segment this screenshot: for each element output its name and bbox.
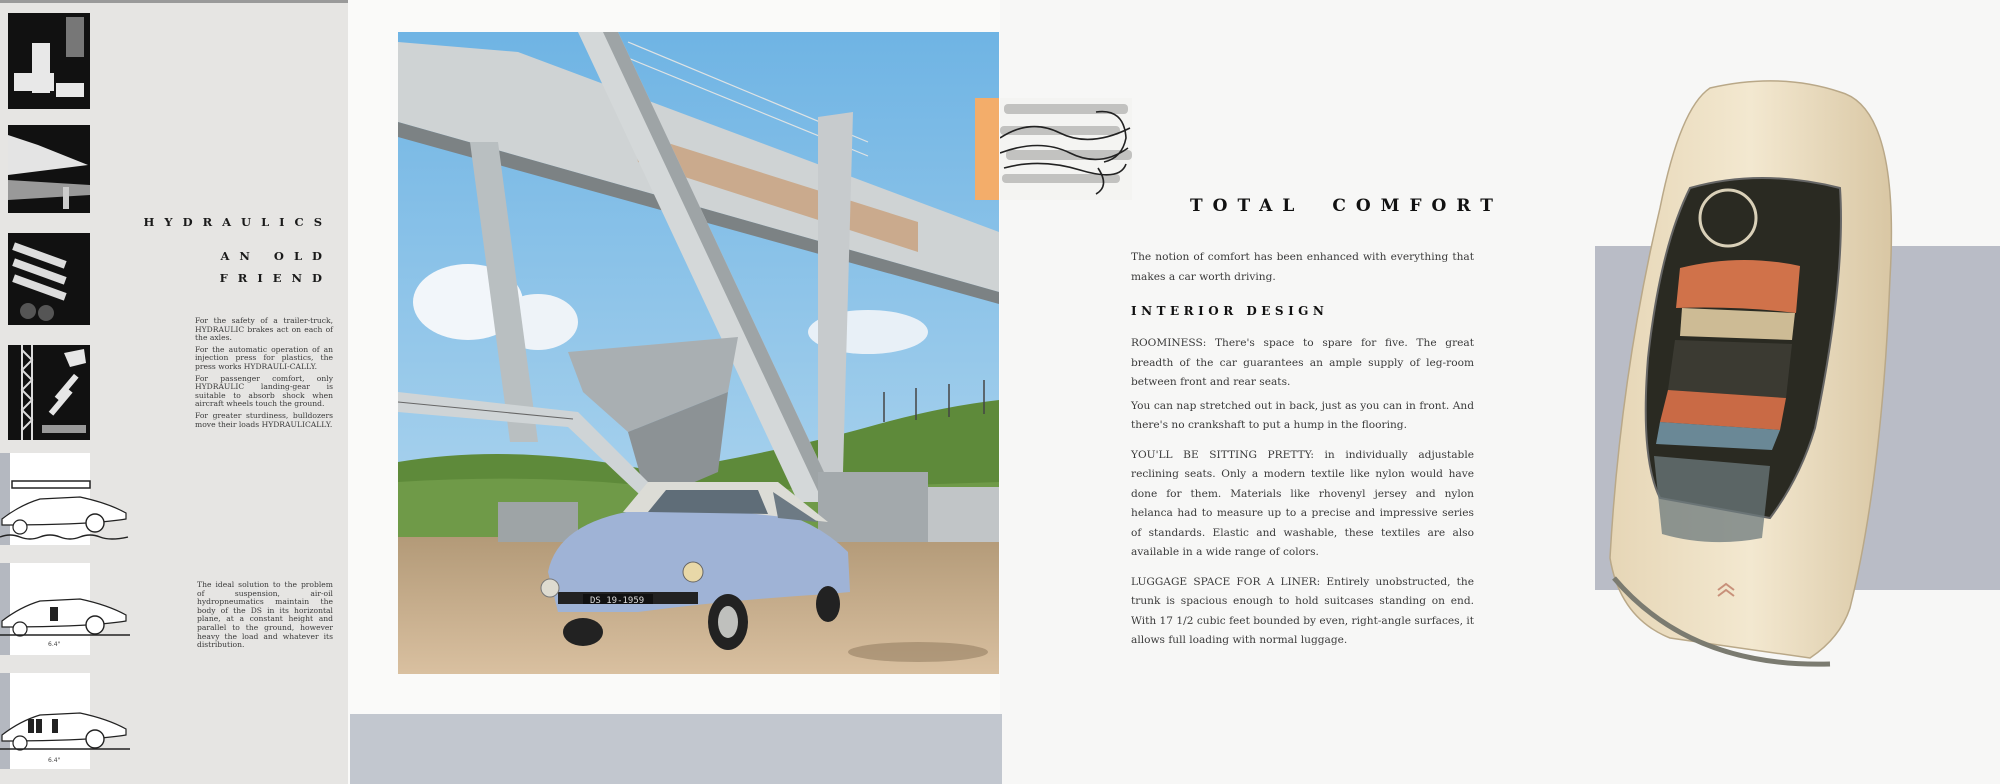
hydraulics-paragraph: For the safety of a trailer-truck, HYDRAULIC brakes act on each of the axles. <box>195 316 333 343</box>
illustration-convertible-top-view <box>1600 78 1960 688</box>
sketch-car-passengers <box>0 673 90 769</box>
photo-trailer-truck <box>8 233 90 325</box>
photo-press-operator <box>8 13 90 109</box>
photo-bulldozer <box>8 345 90 440</box>
sketch-caption: 6.4" <box>48 757 61 764</box>
hydraulics-paragraph: For greater sturdiness, bulldozers move their loads HYDRAULICALLY. <box>195 410 333 429</box>
body-paragraph: ROOMINESS: There's space to spare for five. The great breadth of the car guarantees an ample supply of leg-room between front and rear seats. <box>1131 337 1474 388</box>
intro-text <box>1131 248 1474 289</box>
intro-paragraph: The notion of comfort has been enhanced with everything that makes a car worth driving. <box>1131 251 1474 283</box>
title-an-old: AN OLD <box>220 249 332 263</box>
photo-aircraft-landing-gear <box>8 125 90 213</box>
sketch-caption: 6.4" <box>48 641 61 648</box>
left-panel <box>0 0 348 784</box>
heading-word: TOTAL <box>1190 196 1305 216</box>
title-friend: FRIEND <box>219 271 332 285</box>
orange-accent-tab <box>975 98 999 200</box>
suspension-text <box>197 581 333 653</box>
photo-ds-gantry-crane <box>398 32 999 674</box>
license-plate: DS 19-1959 <box>590 596 645 606</box>
gray-band-bottom <box>350 714 1002 784</box>
body-paragraph: LUGGAGE SPACE FOR A LINER: Entirely unobstructed, the trunk is spacious enough to hold suitcases standing on end. With 17 1/2 cubic feet bounded by even, right-angle surfaces, it allows full loading with normal luggage. <box>1131 575 1474 646</box>
heading-total-comfort <box>1190 196 1503 216</box>
hydraulics-paragraph: For passenger comfort, only HYDRAULIC landing-gear is suitable to absorb shock when aircraft wheels touch the ground. <box>195 373 333 409</box>
body-paragraph: YOU'LL BE SITTING PRETTY: in individually adjustable reclining seats. Only a modern textile like nylon would have done for them. Materials like rhovenyl jersey and nylon helanca had to measure up to a precise and impressive series of standards. Elastic and washable, these textiles are also available in a wide range of colors. <box>1131 448 1474 558</box>
hydraulics-paragraph: For the automatic operation of an injection press for plastics, the press works HYDRAULI-CALLY. <box>195 344 333 371</box>
interior-body-text <box>1131 334 1474 653</box>
suspension-paragraph: The ideal solution to the problem of suspension, air-oil hydropneumatics maintain the body of the DS in its horizontal plane, at a constant height and parallel to the ground, however heavy the load and whatever its distribution. <box>197 580 333 650</box>
hydraulics-text <box>195 317 333 432</box>
sketch-car-roof-load <box>0 453 90 545</box>
heading-word: COMFORT <box>1332 196 1503 216</box>
body-paragraph: You can nap stretched out in back, just as you can in front. And there's no crankshaft to put a hump in the flooring. <box>1131 399 1474 431</box>
sketch-car-driver <box>0 563 90 655</box>
title-hydraulics: HYDRAULICS <box>143 215 332 229</box>
subheading-interior-design: INTERIOR DESIGN <box>1131 304 1329 318</box>
illustration-woman-hair-sketch <box>1000 98 1132 200</box>
